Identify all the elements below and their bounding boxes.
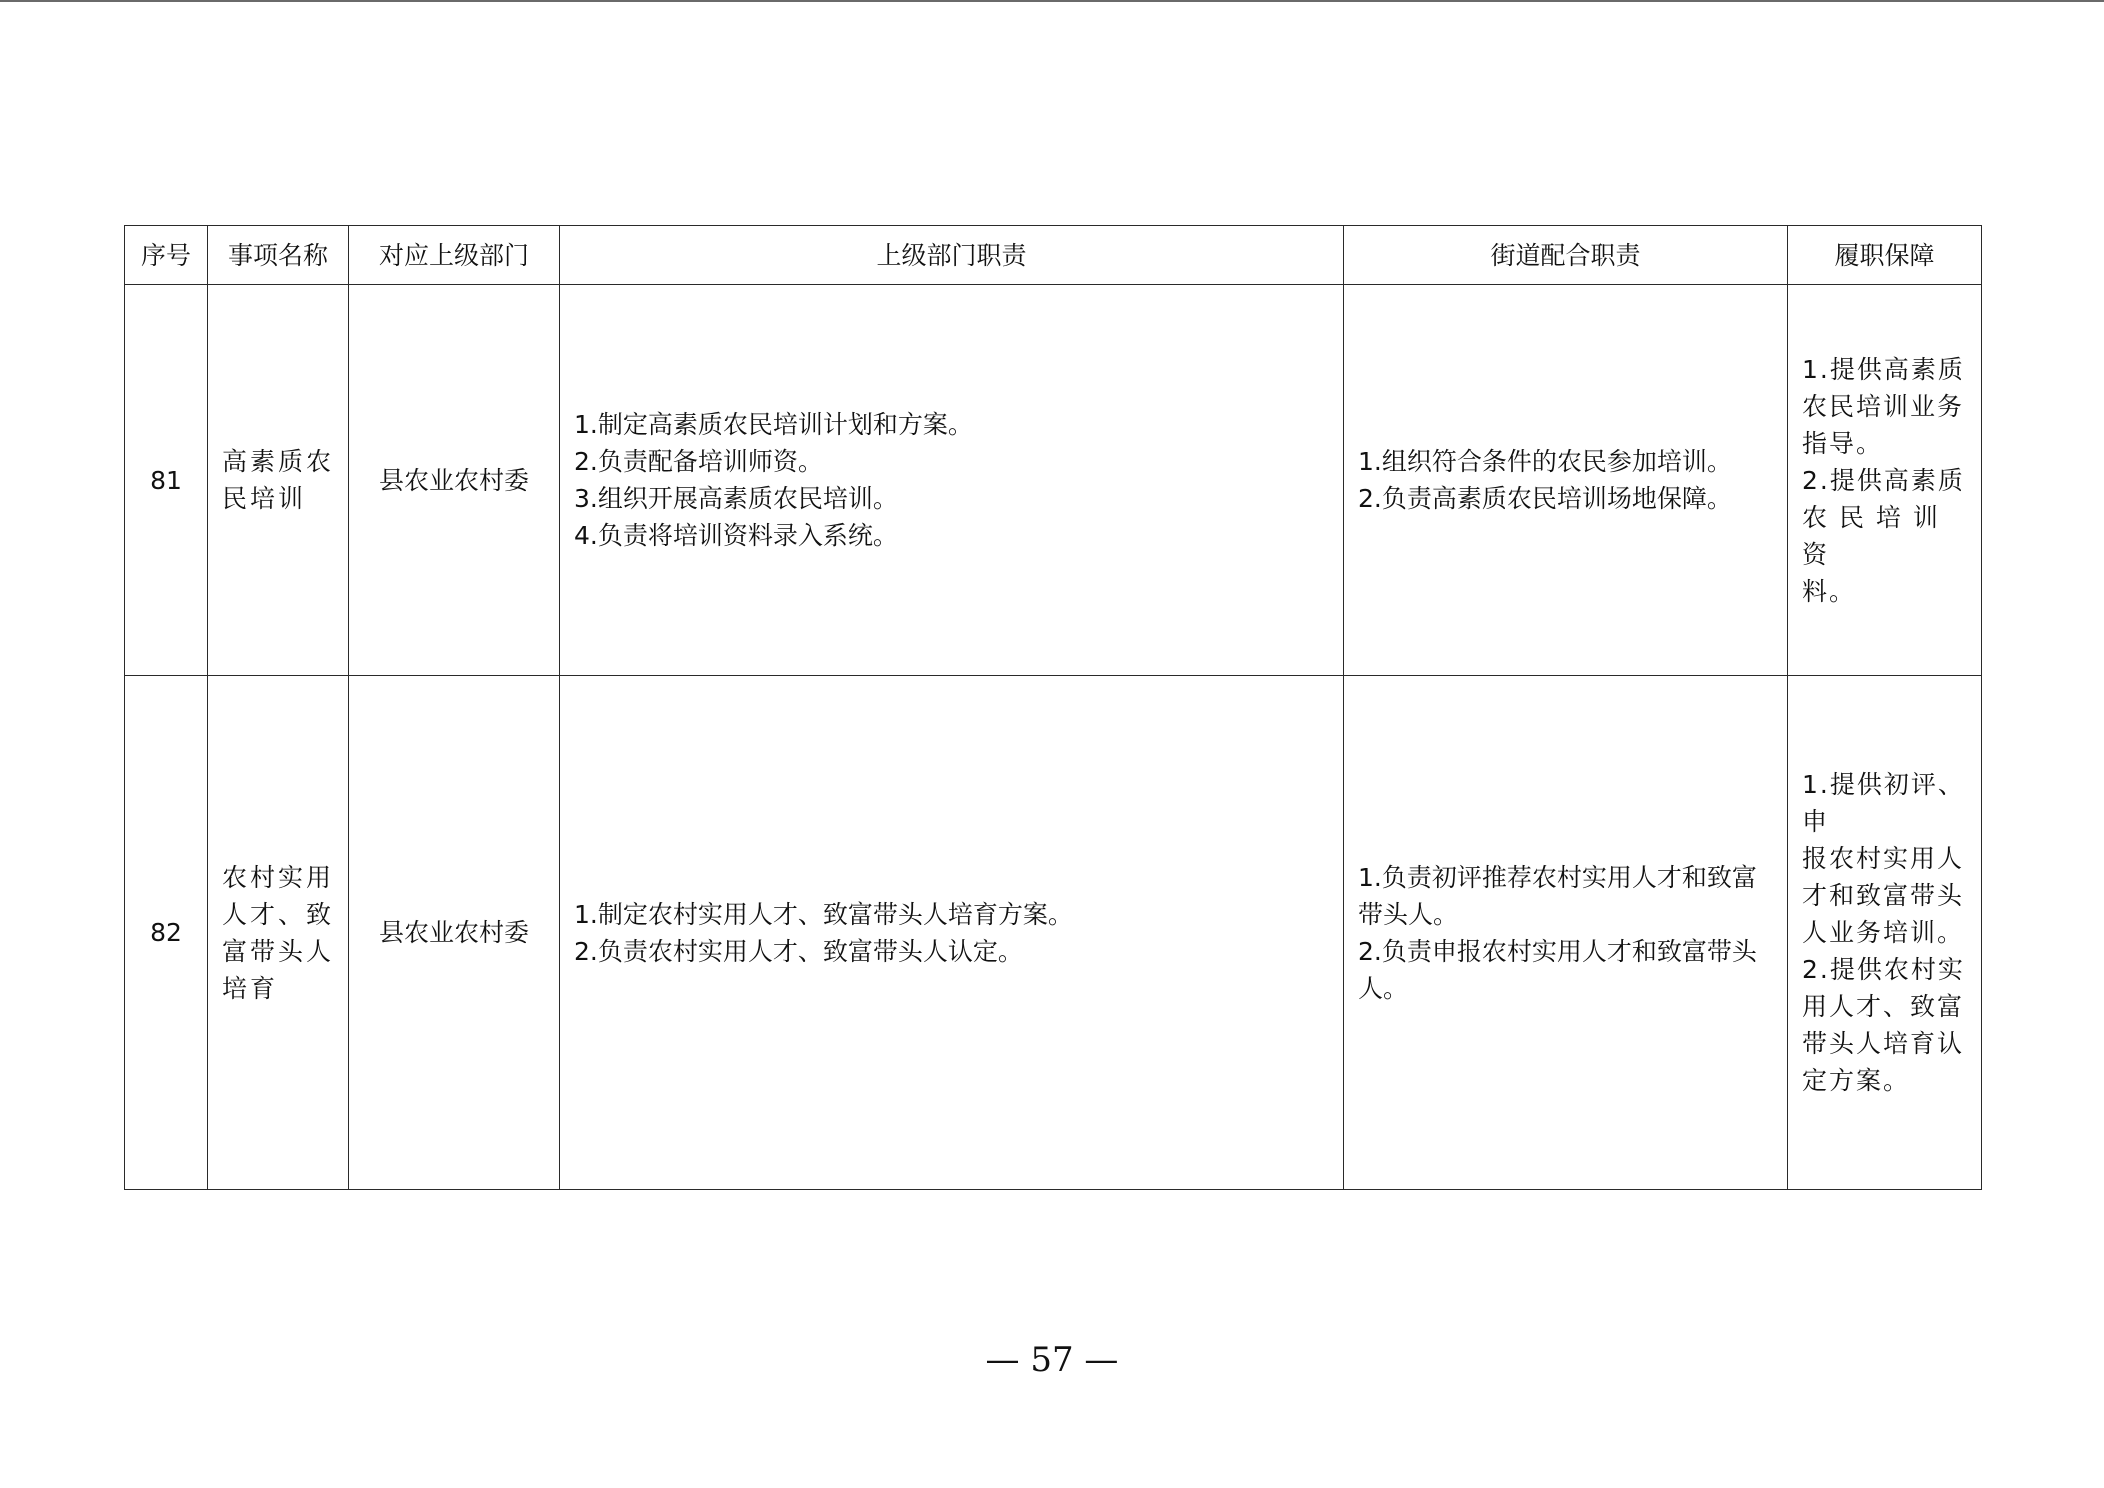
header-item-name: 事项名称 (208, 226, 349, 285)
header-department: 对应上级部门 (349, 226, 560, 285)
item-name-line: 高素质农 (222, 447, 335, 476)
street-duty-line: 2.负责申报农村实用人才和致富带头 (1358, 936, 1757, 966)
item-name-line: 富带头人 (222, 936, 335, 966)
guarantee-line: 农民培训业务 (1802, 391, 1965, 421)
street-duty-line: 1.组织符合条件的农民参加培训。 (1358, 447, 1732, 476)
duty-line: 2.负责农村实用人才、致富带头人认定。 (574, 936, 1023, 966)
item-name-line: 人才、致 (222, 899, 335, 929)
street-duty-line: 带头人。 (1358, 899, 1459, 929)
item-name-cell (208, 676, 349, 1190)
department-cell: 县农业农村委 (349, 285, 560, 676)
header-department-duties: 上级部门职责 (560, 226, 1344, 285)
guarantee-line: 带头人培育认 (1802, 1029, 1965, 1058)
guarantee-line: 1.提供初评、申 (1802, 770, 1965, 836)
page-number: — 57 — (985, 1340, 1119, 1380)
page-top-border (0, 0, 2104, 2)
guarantee-line: 料。 (1802, 576, 1857, 606)
item-name-line: 民培训 (222, 484, 307, 513)
street-duties-cell (1344, 285, 1788, 676)
header-street-duties: 街道配合职责 (1344, 226, 1788, 285)
row-number: 81 (125, 285, 208, 676)
table-row (125, 285, 1982, 676)
row-number: 82 (125, 676, 208, 1190)
street-duty-line: 1.负责初评推荐农村实用人才和致富 (1358, 862, 1757, 892)
item-name-line: 培育 (222, 973, 279, 1003)
guarantee-cell (1788, 285, 1982, 676)
guarantee-line: 指导。 (1802, 428, 1884, 458)
guarantee-line: 才和致富带头 (1802, 881, 1965, 910)
street-duties-cell (1344, 676, 1788, 1190)
guarantee-cell (1788, 676, 1982, 1190)
department-duties-cell (560, 285, 1344, 676)
guarantee-line: 报农村实用人 (1802, 844, 1965, 873)
guarantee-line: 定方案。 (1802, 1066, 1911, 1095)
duty-line: 1.制定高素质农民培训计划和方案。 (574, 410, 973, 439)
department-cell: 县农业农村委 (349, 676, 560, 1190)
item-name-line: 农村实用 (222, 862, 335, 892)
duty-line: 1.制定农村实用人才、致富带头人培育方案。 (574, 899, 1073, 929)
guarantee-line: 2.提供高素质 (1802, 465, 1965, 495)
header-guarantee: 履职保障 (1788, 226, 1982, 285)
duty-line: 2.负责配备培训师资。 (574, 447, 823, 476)
guarantee-line: 用人才、致富 (1802, 992, 1965, 1021)
guarantee-line: 人业务培训。 (1802, 918, 1965, 947)
street-duty-line: 人。 (1358, 973, 1409, 1003)
street-duty-line: 2.负责高素质农民培训场地保障。 (1358, 484, 1732, 513)
guarantee-line: 农 民 培 训 资 (1802, 502, 1950, 569)
header-serial-number: 序号 (125, 226, 208, 285)
item-name-cell (208, 285, 349, 676)
duty-line: 4.负责将培训资料录入系统。 (574, 521, 898, 550)
table-row (125, 676, 1982, 1190)
guarantee-line: 2.提供农村实 (1802, 955, 1965, 984)
duty-line: 3.组织开展高素质农民培训。 (574, 484, 898, 513)
department-duties-cell (560, 676, 1344, 1190)
table-header-row (125, 226, 1982, 285)
guarantee-line: 1.提供高素质 (1802, 354, 1965, 384)
duties-table (124, 225, 1982, 1190)
